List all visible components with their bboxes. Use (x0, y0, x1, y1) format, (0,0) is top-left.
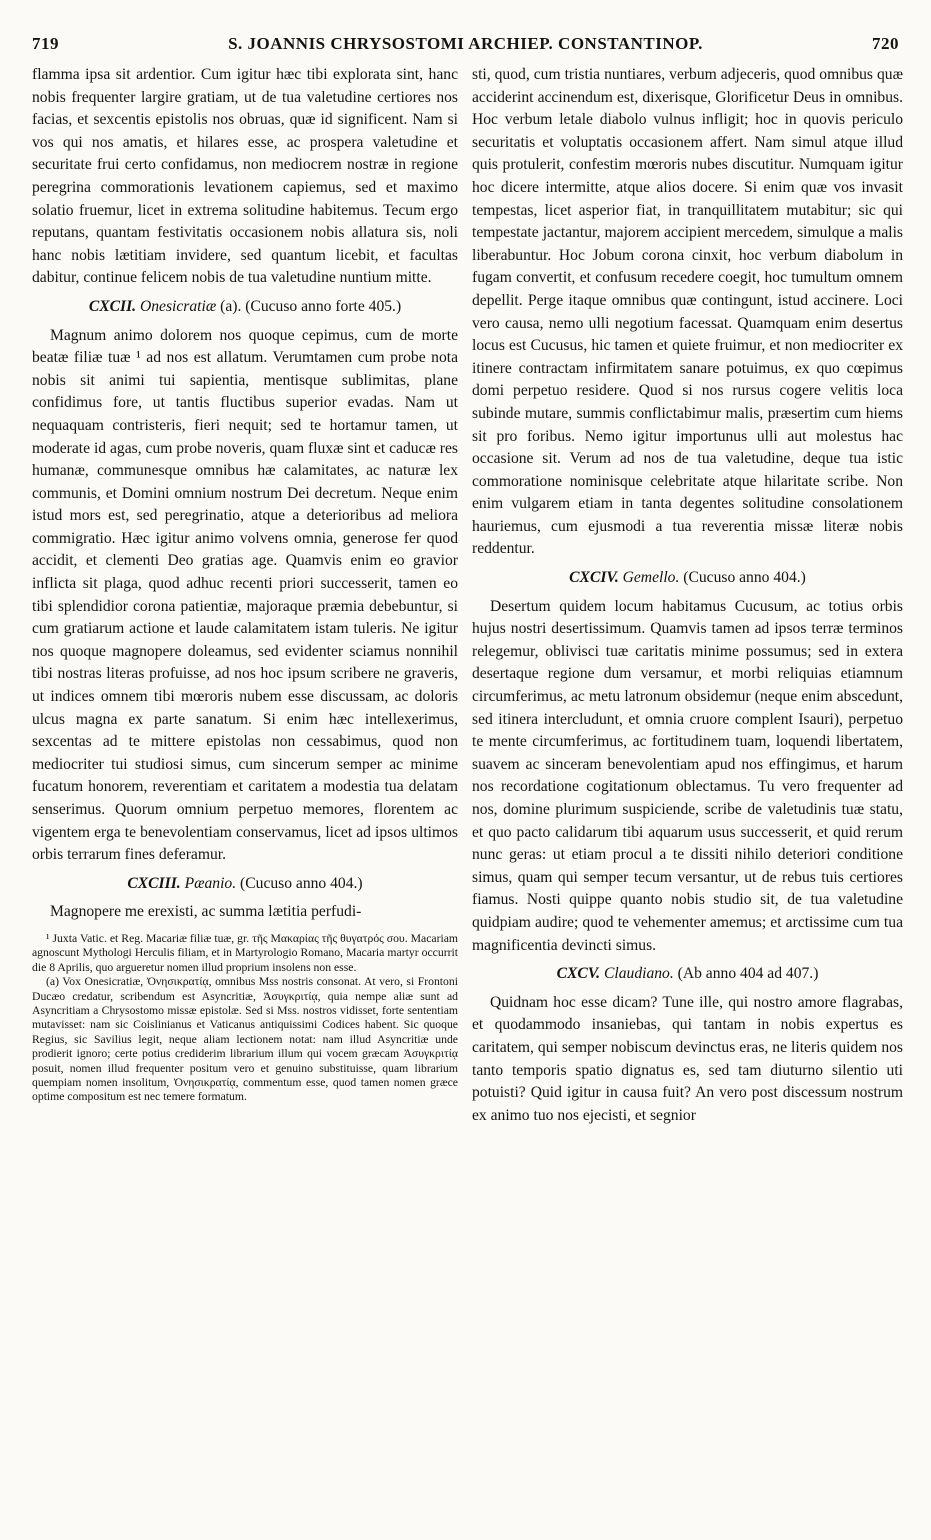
letter-192-body: Magnum animo dolorem nos quoque cepimus, cum de morte beatæ filiæ tuæ ¹ ad nos est allatum. Verumtamen cum probe nota nobis sit animi tui sapientia, mentisque sublimitas, plane confidimus fore, ut tantis fluctibus superior evadas. Nam ut nequaquam contristeris, fieri nequit; sed te hortamur tamen, ut moderate id agas, cum probe noveris, quam fluxæ sint et caducæ res humanæ, communesque omnibus hæ calamitates, ac naturæ lex communis, et Domini omnium nostrum Dei decretum. Neque enim istud mors est, sed peregrinatio, atque a deterioribus ad meliora commigratio. Hæc igitur animo volvens omnia, generose fer quod accidit, et clementi Deo gratias age. Quamvis enim eo gravior inflicta sit plaga, quod adhuc recenti priori successerit, tamen eo tibi splendidior corona patientiæ, majoraque præmia debebuntur, si cum gratiarum actione et laude calamitatem istam tuleris. Ne igitur nos quoque magnopere doleamus, sed evidenter sciamus nonnihil tibi nostras literas profuisse, ad nos hoc ipsum scribere ne graveris, ut indices omnem tibi mœroris nubem esse discussam, ac doloris ulcus magna ex parte sanatum. Si enim hæc intellexerimus, sexcentas ad te mittere epistolas non cessabimus, quod non mediocriter tui studiosi simus, cum sincerum semper ac minime fucatum honorem, reverentiam et caritatem a modestia tua delatam senserimus. Quorum omnium perpetuo memores, florentem ac vigentem erga te benevolentiam conservamus, licet ad ipsos ultimos orbis terrarum fines deferamur. (32, 326, 458, 864)
letter-date: (Ab anno 404 ad 407.) (677, 965, 819, 983)
letter-194-body: Desertum quidem locum habitamus Cucusum, ac totius orbis hujus nostri desertissimum. Quamvis tamen ad ipsos terræ terminos relegemur, oblivisci tuæ caritatis minime possumus; sed in extera desertaque regione dum versamur, et morbi reliquias etiamnum circumferimus, ac metu latronum obsidemur (neque enim abscedunt, sed itinera intercludunt, et omnia cruore complent Isauri), perpetuo te mente circumferimus, ac fortitudinem tuam, loquendi libertatem, suavem ac sinceram benevolentiam apud nos effingimus, et harum nos recordatione cogitationum oblectamus. Tu vero frequenter ad nos, domine plurimum suspiciende, scribe de valetudinis tuæ statu, et quo pacto calidarum tibi aquarum usus successerit, et quid rerum nunc geras: ut etiam procul a te dissiti nihilo deteriori conditione simus, quam qui semper tecum versantur, ut de rebus tuis certiores fiamus. Nosti quippe quanto nobis studio sit, de tua valetudine quidpiam audire; quod te vehementer amemus; et arctissime cum tua magnificentia devincti simus. (472, 597, 903, 954)
footnote-1: ¹ Juxta Vatic. et Reg. Macariæ filiæ tuæ, gr. τῆς Μακαρίας τῆς θυγατρός σου. Macariam agnoscunt Mythologi Herculis filiam, et in Martyrologio Romano, Macaria martyr occurrit die 8 Aprilis, quo argueretur nomen illud proprium insolens non esse. (32, 931, 458, 974)
right-column (472, 64, 903, 1540)
letter-number: CXCII. (88, 297, 137, 315)
addressee: Pæanio. (184, 874, 237, 892)
letter-number: CXCIV. (569, 569, 619, 587)
addressee: Claudiano. (604, 965, 674, 983)
addressee: Gemello. (622, 569, 680, 587)
letter-date: (a). (Cucuso anno forte 405.) (220, 297, 402, 315)
addressee: Onesicratiæ (140, 297, 217, 315)
letter-195-body: Quidnam hoc esse dicam? Tune ille, qui nostro amore flagrabas, et quodammodo insaniebas, qui tantam in nobis expertus es caritatem, qui semper nobiscum devinctus eras, ne literis quidem nos tanto temporis spatio dignatus es, sed tam diuturno silentio uti potuisti? Quid igitur in causa fuit? An vero post discessum nostrum ex animo tuo nos ejecisti, et segnior (472, 993, 903, 1124)
footnote-a: (a) Vox Onesicratiæ, Ὀνησικρατίᾳ, omnibus Mss nostris consonat. At vero, si Frontoni Ducæo credatur, scribendum est Asyncritiæ, Ἀσυγκριτίᾳ, quia nempe aliæ sunt ad Asyncritiam a Chrysostomo missæ epistolæ. Sed si Mss. nostros vidisset, forte sententiam mutavisset: nam sic Coislinianus et Vaticanus antiquissimi Codices habent. Sic quoque Regius, sic Savilius legit, neque aliam lectionem notat: nam illud Asyncritiæ unde prodierit ignoro; certe potius crediderim librarium illum qui vocem græcam Ἀσυγκριτίᾳ posuit, nomen illud frequenter positum vero et genuino substituisse, quam librarium quempiam nomen insolitum, Ὀνησικρατίᾳ, commentum esse, quod tamen nomen græce optime compositum est nec temere formatum. (32, 975, 458, 1104)
letter-193-body-start: Magnopere me erexisti, ac summa lætitia perfudi- (50, 903, 362, 921)
running-title: S. JOANNIS CHRYSOSTOMI ARCHIEP. CONSTANTINOP. (228, 34, 703, 53)
left-column (32, 64, 458, 1540)
letter-number: CXCIII. (127, 874, 181, 892)
letter-date: (Cucuso anno 404.) (683, 569, 806, 587)
footnotes (32, 932, 458, 1105)
page-number-right: 720 (872, 34, 899, 53)
page-header (32, 34, 899, 60)
letter-193-heading (32, 873, 458, 896)
letter-194-heading (472, 567, 903, 590)
letter-195-heading (472, 963, 903, 986)
letter-191-continuation: flamma ipsa sit ardentior. Cum igitur hæc tibi explorata sint, hanc nobis frequenter largire gratiam, ut de tua valetudine certiores nos facias, et sexcentis epistolis nos obruas, quæ id significent. Nam si vos qui nos amatis, et hilares esse, ac prospera valetudine et securitate frui certo confidamus, non mediocrem nostræ in regione peregrina commorationis levationem capiemus, sed et maximo solatio fruemur, licet in extrema solitudine habitemus. Tecum ergo reputans, quantam festivitatis occasionem nobis allatura sis, noli hanc nobis lætitiam invidere, sed quantum licebit, et facultas dabitur, continue felicem nobis de tua valetudine nuntium mitte. (32, 66, 458, 287)
page-number-left: 719 (32, 34, 59, 53)
letter-192-heading (32, 296, 458, 319)
letter-date: (Cucuso anno 404.) (240, 874, 363, 892)
letter-number: CXCV. (556, 965, 601, 983)
letter-193-continuation: sti, quod, cum tristia nuntiares, verbum adjeceris, quod omnibus quæ acciderint accinendum est, dixerisque, Glorificetur Deus in omnibus. Hoc verbum letale diabolo vulnus infligit; hoc in quovis periculo securitatis et voluptatis occasionem affert. Nam simul atque illud quis protulerit, confestim mœroris nubes discutitur. Numquam igitur hoc dicere intermitte, atque alios docere. Si enim quæ vos invasit tempestas, licet asperior fiat, in tranquillitatem mutabitur; sic qui tempestate jactantur, majorem accipient mercedem, simulque a malis liberabuntur. Hoc Jobum corona cinxit, hoc verbum diabolum in fugam convertit, et confusum recedere coegit, hoc tumultum omnem depellit. Perge itaque omnibus quæ contingunt, istud accinere. Loci vero causa, nemo ulli negotium facessat. Quamquam enim desertus locus est Cucusus, hic tamen et quiete fruimur, et non mediocriter ex itinere contractam infirmitatem sanare potuimus, ex quo cœpimus domi perpetuo residere. Quod si nos rursus cogere velitis loca subinde mutare, summis conflictabimur malis, præsertim cum hiems sit pro foribus. Nemo igitur importunus ulli aut molestus hac occasione sit. Verum ad nos de tua valetudine, deque tua istic commoratione nominisque celebritate atque hilaritate scribe. Non enim vulgarem etiam in tanta degentes solitudine consolationem hauriemus, cum ejusmodi a tua reverentia missæ literæ nobis reddentur. (472, 66, 903, 558)
